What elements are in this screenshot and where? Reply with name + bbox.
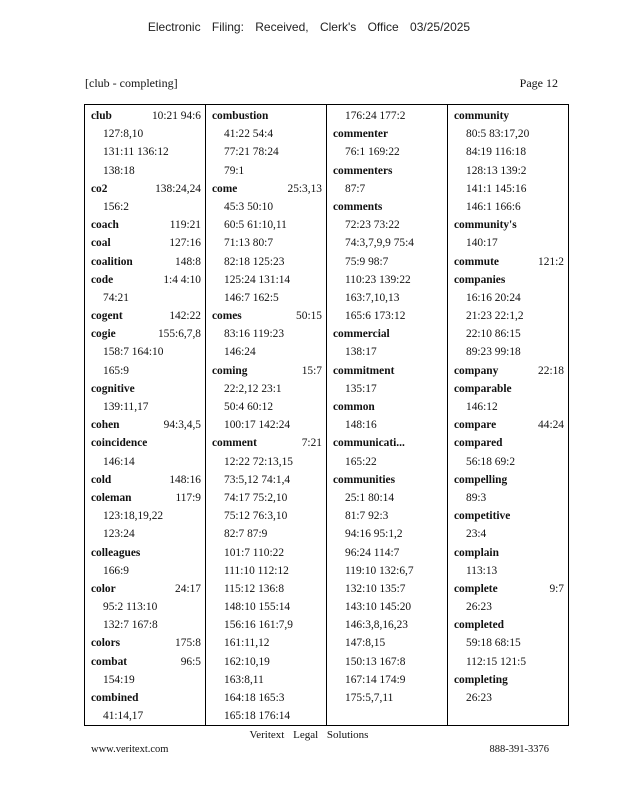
index-column-2 (206, 105, 327, 725)
index-term-word: coming (212, 364, 248, 377)
index-ref-line: 83:16 119:23 (224, 328, 285, 341)
index-ref-line: 26:23 (466, 601, 492, 614)
index-term-word: coach (91, 219, 119, 232)
index-term (333, 398, 443, 416)
index-term-refs: 24:17 (175, 582, 201, 595)
index-term-word: color (91, 582, 116, 595)
index-term (91, 216, 201, 234)
index-term (454, 580, 564, 598)
index-term (454, 271, 564, 289)
index-ref-line: 123:18,19,22 (103, 510, 164, 523)
index-term-word: completing (454, 673, 508, 686)
index-term-word: community (454, 110, 510, 122)
index-term-word: complain (454, 546, 499, 559)
electronic-filing-header: Electronic Filing: Received, Clerk's Office 03/25/2025 (147, 20, 471, 34)
index-ref-line: 59:18 68:15 (466, 637, 521, 650)
index-ref-line: 41:22 54:4 (224, 128, 274, 141)
index-term-refs: 10:21 94:6 (151, 110, 201, 122)
index-ref-line: 77:21 78:24 (224, 146, 279, 159)
index-term (91, 307, 201, 325)
index-term (333, 434, 443, 452)
index-term-refs: 7:21 (301, 437, 322, 450)
index-ref-line: 165:22 (345, 455, 377, 468)
index-term-word: comments (333, 200, 383, 213)
index-term-word: come (212, 182, 238, 195)
index-ref-line: 127:8,10 (103, 128, 144, 141)
index-ref-line: 12:22 72:13,15 (224, 455, 293, 468)
index-term-refs: 155:6,7,8 (157, 328, 201, 341)
index-term-word: compared (454, 437, 503, 450)
index-term-refs: 148:8 (175, 255, 201, 268)
index-ref-line: 96:24 114:7 (345, 546, 400, 559)
index-term-refs: 25:3,13 (287, 182, 322, 195)
index-ref-line: 132:10 135:7 (345, 582, 406, 595)
index-ref-line: 25:1 80:14 (345, 491, 395, 504)
index-ref-line: 71:13 80:7 (224, 237, 274, 250)
index-term (212, 107, 322, 125)
index-ref-line: 165:18 176:14 (224, 710, 291, 723)
footer-company: Veritext Legal Solutions (249, 729, 369, 741)
index-term-refs: 15:7 (301, 364, 322, 377)
index-ref-line: 165:6 173:12 (345, 310, 406, 323)
footer-phone: 888-391-3376 (489, 744, 549, 755)
index-ref-line: 22:10 86:15 (466, 328, 521, 341)
index-ref-line: 146:14 (103, 455, 135, 468)
index-ref-line: 138:18 (103, 164, 135, 177)
index-ref-line: 94:16 95:1,2 (345, 528, 403, 541)
index-term-refs: 119:21 (169, 219, 201, 232)
index-term-refs: 138:24,24 (155, 182, 201, 195)
index-term (91, 634, 201, 652)
index-ref-line: 89:23 99:18 (466, 346, 521, 359)
index-term-word: commute (454, 255, 499, 268)
index-ref-line: 146:24 (224, 346, 256, 359)
index-ref-line: 135:17 (345, 382, 377, 395)
index-ref-line: 74:17 75:2,10 (224, 491, 288, 504)
index-ref-line: 82:18 125:23 (224, 255, 285, 268)
index-ref-line: 82:7 87:9 (224, 528, 268, 541)
index-term-refs: 148:16 (169, 473, 201, 486)
index-term-word: coleman (91, 491, 132, 504)
index-term (212, 307, 322, 325)
index-ref-line: 165:9 (103, 364, 129, 377)
index-ref-line: 101:7 110:22 (224, 546, 285, 559)
index-term-refs: 22:18 (538, 364, 564, 377)
index-term (91, 434, 201, 452)
index-term-word: club (91, 110, 112, 122)
index-term-word: community's (454, 219, 517, 232)
index-term-refs: 127:16 (169, 237, 201, 250)
index-ref-line: 148:10 155:14 (224, 601, 291, 614)
index-ref-line: 119:10 132:6,7 (345, 564, 414, 577)
index-term-word: colors (91, 637, 121, 650)
index-term (91, 471, 201, 489)
index-term (91, 234, 201, 252)
index-ref-line: 123:24 (103, 528, 135, 541)
index-term-refs: 142:22 (169, 310, 201, 323)
index-term-word: cohen (91, 419, 120, 432)
index-term-word: company (454, 364, 499, 377)
index-ref-line: 139:11,17 (103, 401, 149, 413)
index-ref-line: 111:10 112:12 (224, 564, 289, 577)
index-ref-line: 72:23 73:22 (345, 219, 400, 232)
index-term-word: combined (91, 692, 139, 704)
index-ref-line: 141:1 145:16 (466, 182, 527, 195)
index-term (333, 325, 443, 343)
index-ref-line: 89:3 (466, 491, 487, 504)
index-ref-line: 146:12 (466, 401, 498, 413)
index-ref-line: 156:16 161:7,9 (224, 619, 293, 632)
index-ref-line: 148:16 (345, 419, 377, 432)
index-term-refs: 1:4 4:10 (163, 273, 201, 286)
index-term-word: comes (212, 310, 242, 323)
index-term-refs: 175:8 (175, 637, 201, 650)
index-term (91, 689, 201, 707)
index-term-word: commitment (333, 364, 395, 377)
index-ref-line: 41:14,17 (103, 710, 144, 723)
index-ref-line: 75:9 98:7 (345, 255, 389, 268)
index-term-word: coincidence (91, 437, 148, 450)
index-term-word: commercial (333, 328, 390, 341)
index-ref-line: 115:12 136:8 (224, 582, 285, 595)
index-ref-line: 166:9 (103, 564, 129, 577)
index-ref-line: 21:23 22:1,2 (466, 310, 524, 323)
index-ref-line: 56:18 69:2 (466, 455, 516, 468)
index-term (454, 362, 564, 380)
word-index-table (84, 104, 569, 726)
index-term-word: coalition (91, 255, 133, 268)
index-ref-line: 146:1 166:6 (466, 200, 521, 213)
index-term-word: cognitive (91, 382, 135, 395)
index-term-word: cold (91, 473, 112, 486)
index-term (454, 507, 564, 525)
index-ref-line: 132:7 167:8 (103, 619, 158, 632)
index-term (454, 616, 564, 634)
index-ref-line: 175:5,7,11 (345, 692, 394, 704)
index-term (454, 471, 564, 489)
index-ref-line: 138:17 (345, 346, 377, 359)
index-term-word: code (91, 273, 114, 286)
index-term (454, 107, 564, 125)
index-term-word: communicati... (333, 437, 405, 450)
index-term (91, 489, 201, 507)
index-term (454, 416, 564, 434)
index-term (454, 434, 564, 452)
index-ref-line: 16:16 20:24 (466, 291, 521, 304)
index-term-word: commenters (333, 164, 393, 177)
index-ref-line: 22:2,12 23:1 (224, 382, 282, 395)
index-term-word: combat (91, 655, 128, 668)
index-ref-line: 167:14 174:9 (345, 673, 406, 686)
index-ref-line: 26:23 (466, 692, 492, 704)
index-term (91, 580, 201, 598)
index-ref-line: 156:2 (103, 200, 129, 213)
index-term (91, 180, 201, 198)
index-ref-line: 161:11,12 (224, 637, 270, 650)
index-ref-line: 110:23 139:22 (345, 273, 411, 286)
index-term (212, 362, 322, 380)
index-term-word: compare (454, 419, 497, 432)
index-term-word: colleagues (91, 546, 141, 559)
index-term-refs: 96:5 (180, 655, 201, 668)
index-term (91, 253, 201, 271)
index-term-refs: 94:3,4,5 (163, 419, 201, 432)
index-term-word: competitive (454, 510, 511, 523)
index-term (91, 325, 201, 343)
index-term (454, 380, 564, 398)
index-term-word: co2 (91, 182, 108, 195)
index-term-word: compelling (454, 473, 508, 486)
index-term-word: communities (333, 473, 396, 486)
index-term-word: companies (454, 273, 506, 286)
index-term-word: comment (212, 437, 257, 450)
index-term (91, 271, 201, 289)
index-term-word: complete (454, 582, 498, 595)
index-term-word: combustion (212, 110, 269, 122)
index-column-1 (85, 105, 206, 725)
index-ref-line: 163:7,10,13 (345, 291, 400, 304)
index-term-refs: 121:2 (538, 255, 564, 268)
index-term (91, 107, 201, 125)
index-term (333, 162, 443, 180)
index-term (333, 471, 443, 489)
index-term (91, 653, 201, 671)
index-ref-line: 128:13 139:2 (466, 164, 527, 177)
index-term-refs: 9:7 (549, 582, 564, 595)
index-ref-line: 162:10,19 (224, 655, 270, 668)
index-term (333, 362, 443, 380)
index-ref-line: 125:24 131:14 (224, 273, 291, 286)
index-ref-line: 23:4 (466, 528, 487, 541)
index-ref-line: 176:24 177:2 (345, 110, 406, 122)
index-ref-line: 50:4 60:12 (224, 401, 274, 413)
index-ref-line: 84:19 116:18 (466, 146, 527, 159)
index-ref-line: 79:1 (224, 164, 245, 177)
index-term-word: coal (91, 237, 111, 250)
index-ref-line: 100:17 142:24 (224, 419, 291, 432)
index-ref-line: 45:3 50:10 (224, 200, 274, 213)
index-column-4 (448, 105, 568, 725)
index-term (454, 544, 564, 562)
index-ref-line: 87:7 (345, 182, 366, 195)
index-term-word: common (333, 401, 375, 413)
index-term-word: completed (454, 619, 504, 632)
index-ref-line: 143:10 145:20 (345, 601, 412, 614)
index-range-label: [club - completing] (85, 76, 178, 90)
index-ref-line: 150:13 167:8 (345, 655, 406, 668)
index-ref-line: 80:5 83:17,20 (466, 128, 530, 141)
index-term (91, 544, 201, 562)
index-ref-line: 76:1 169:22 (345, 146, 400, 159)
index-column-3 (327, 105, 448, 725)
index-term (454, 253, 564, 271)
index-term-refs: 50:15 (296, 310, 322, 323)
footer-website: www.veritext.com (91, 744, 169, 755)
index-ref-line: 73:5,12 74:1,4 (224, 473, 291, 486)
index-term (91, 416, 201, 434)
index-term (212, 180, 322, 198)
index-ref-line: 95:2 113:10 (103, 601, 158, 614)
index-ref-line: 158:7 164:10 (103, 346, 164, 359)
index-term (91, 380, 201, 398)
index-ref-line: 140:17 (466, 237, 498, 250)
index-ref-line: 75:12 76:3,10 (224, 510, 288, 523)
index-term (454, 216, 564, 234)
index-ref-line: 146:7 162:5 (224, 291, 279, 304)
index-ref-line: 74:21 (103, 291, 129, 304)
index-ref-line: 147:8,15 (345, 637, 386, 650)
index-ref-line: 163:8,11 (224, 673, 264, 686)
index-term (454, 671, 564, 689)
index-ref-line: 146:3,8,16,23 (345, 619, 408, 632)
index-term (333, 198, 443, 216)
index-term-word: cogie (91, 328, 116, 341)
index-ref-line: 131:11 136:12 (103, 146, 169, 159)
index-ref-line: 164:18 165:3 (224, 692, 285, 704)
index-ref-line: 154:19 (103, 673, 135, 686)
index-term-refs: 44:24 (538, 419, 564, 432)
index-ref-line: 113:13 (466, 564, 498, 577)
index-term-word: commenter (333, 128, 389, 141)
index-term (333, 125, 443, 143)
index-term-word: cogent (91, 310, 123, 323)
index-ref-line: 60:5 61:10,11 (224, 219, 287, 232)
index-term-word: comparable (454, 382, 512, 395)
index-ref-line: 81:7 92:3 (345, 510, 389, 523)
index-term (212, 434, 322, 452)
index-term-refs: 117:9 (175, 491, 201, 504)
page-number: Page 12 (519, 76, 558, 90)
index-ref-line: 74:3,7,9,9 75:4 (345, 237, 414, 250)
index-ref-line: 112:15 121:5 (466, 655, 527, 668)
